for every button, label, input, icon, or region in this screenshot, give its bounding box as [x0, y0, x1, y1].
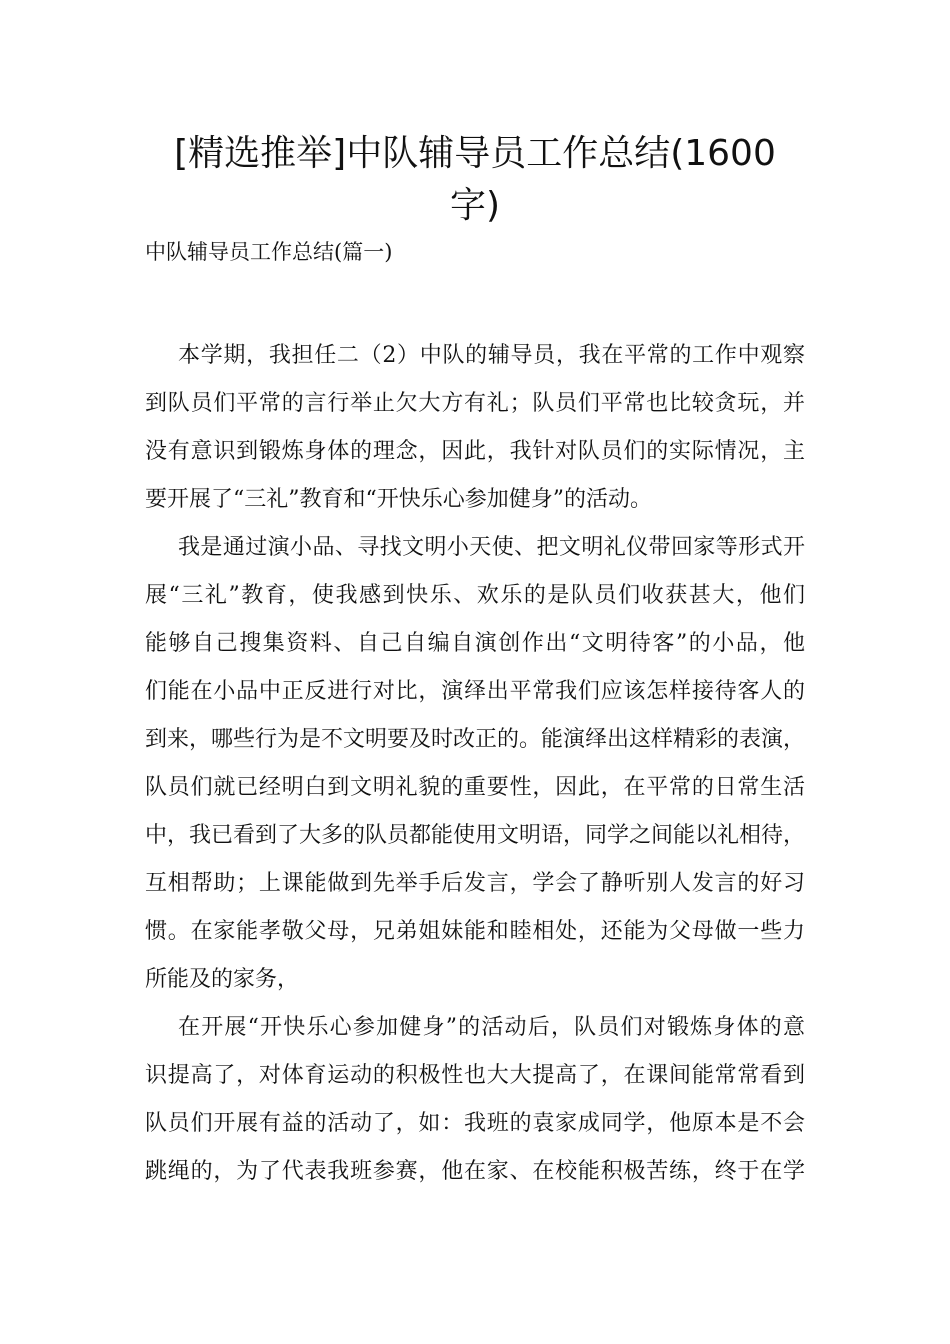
text-line: 互相帮助；上课能做到先举手后发言，学会了静听别人发言的好习: [145, 871, 805, 896]
text-line: 中，我已看到了大多的队员都能使用文明语，同学之间能以礼相待，: [145, 823, 806, 848]
text-line: 在开展“开快乐心参加健身”的活动后，队员们对锻炼身体的意: [178, 1015, 805, 1040]
text-line: 我是通过演小品、寻找文明小天使、把文明礼仪带回家等形式开: [178, 535, 805, 560]
text-line: 要开展了“三礼”教育和“开快乐心参加健身”的活动。: [145, 487, 652, 512]
text-line: 展“三礼”教育，使我感到快乐、欢乐的是队员们收获甚大，他们: [145, 583, 805, 608]
text-line: 识提高了，对体育运动的积极性也大大提高了，在课间能常常看到: [145, 1063, 805, 1088]
title-line-2: 字): [449, 185, 501, 226]
document-title: [145, 128, 805, 232]
text-line: 跳绳的，为了代表我班参赛，他在家、在校能积极苦练，终于在学: [145, 1159, 805, 1184]
text-line: 到队员们平常的言行举止欠大方有礼；队员们平常也比较贪玩，并: [145, 391, 805, 416]
paragraph-1: [145, 332, 805, 524]
document-body: [145, 332, 805, 1196]
paragraph-3: [145, 1004, 805, 1196]
text-line: 到来，哪些行为是不文明要及时改正的。能演绎出这样精彩的表演，: [145, 727, 806, 752]
text-line: 惯。在家能孝敬父母，兄弟姐妹能和睦相处，还能为父母做一些力: [145, 919, 805, 944]
text-line: 能够自己搜集资料、自己自编自演创作出“文明待客”的小品，他: [145, 631, 805, 656]
text-line: 队员们开展有益的活动了，如：我班的袁家成同学，他原本是不会: [145, 1111, 805, 1136]
text-line: 所能及的家务，: [145, 967, 300, 992]
text-line: 本学期，我担任二（2）中队的辅导员，我在平常的工作中观察: [178, 343, 805, 368]
text-line: 队员们就已经明白到文明礼貌的重要性，因此，在平常的日常生活: [145, 775, 805, 800]
title-line-1: [精选推举]中队辅导员工作总结(1600: [174, 133, 776, 174]
section-heading: 中队辅导员工作总结(篇一): [145, 240, 393, 264]
text-line: 没有意识到锻炼身体的理念，因此，我针对队员们的实际情况，主: [145, 439, 805, 464]
paragraph-2: [145, 524, 805, 1004]
text-line: 们能在小品中正反进行对比，演绎出平常我们应该怎样接待客人的: [145, 679, 805, 704]
